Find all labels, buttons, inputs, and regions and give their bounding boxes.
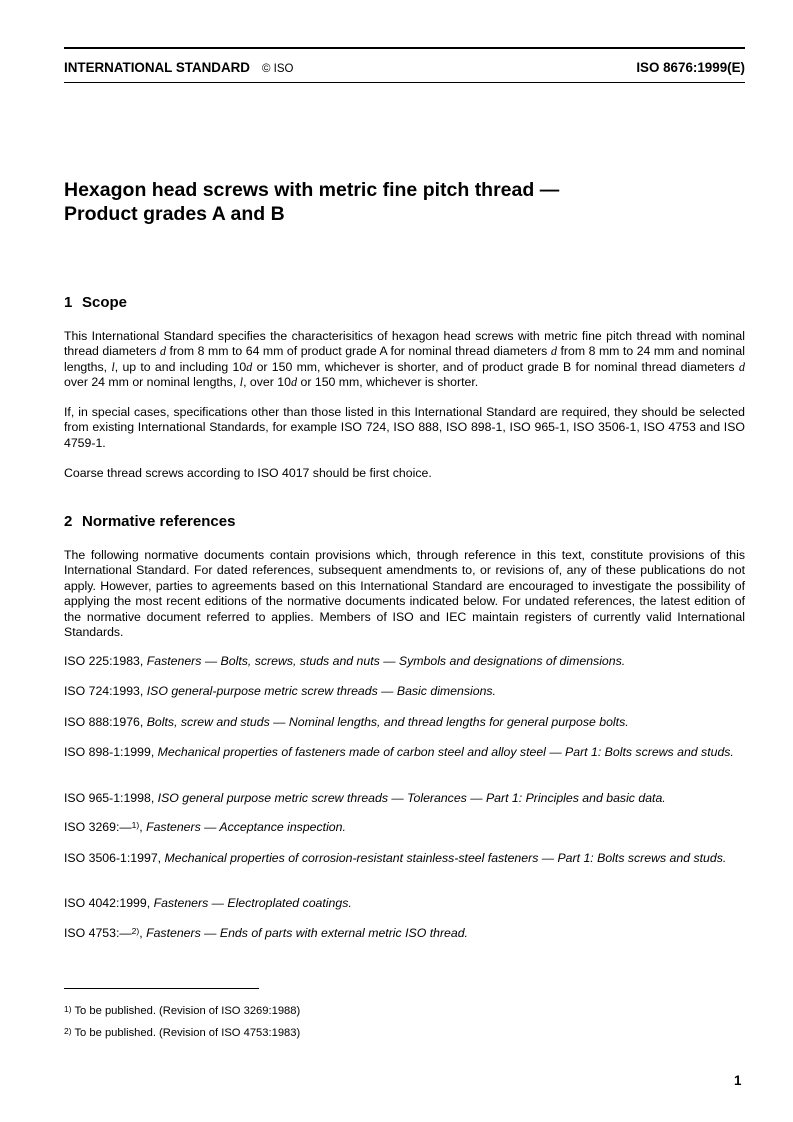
- page-number: 1: [734, 1073, 742, 1088]
- scope-paragraph-2: If, in special cases, specifications other than those listed in this International Standard are required, they should be selected from existing International Standards, for example ISO 724, ISO 888, ISO 898-1, ISO 965-1, ISO 3506-1, ISO 4753 and ISO 4759-1.: [64, 405, 745, 450]
- document-title-line-2: Product grades A and B: [64, 203, 285, 225]
- section-2-number: 2: [64, 513, 73, 530]
- section-1-title: Scope: [82, 294, 128, 311]
- footnote-mark: 2): [64, 1026, 72, 1036]
- text-run: from 8 mm to 64 mm of product grade A for nominal thread diameters: [166, 344, 551, 359]
- reference-iso-225: [64, 654, 745, 669]
- text-run: or 150 mm, whichever is shorter.: [297, 375, 479, 390]
- footnote-mark: 1): [64, 1004, 72, 1014]
- reference-title: Fasteners — Acceptance inspection.: [146, 820, 346, 834]
- reference-iso-724: [64, 684, 745, 699]
- variable-d: d: [246, 359, 253, 374]
- reference-iso-3269: [64, 820, 745, 835]
- footnote-1: [64, 1004, 300, 1018]
- reference-title: Mechanical properties of fasteners made of carbon steel and alloy steel — Part 1: Bolts screws and studs.: [157, 745, 734, 759]
- footnote-text: To be published. (Revision of ISO 3269:1988): [71, 1005, 301, 1017]
- reference-code: ISO 888:1976,: [64, 715, 147, 729]
- normative-references-intro: The following normative documents contain provisions which, through reference in this text, constitute provisions of this International Standard. For dated references, subsequent amendments to, or revisions of, any of these publications do not apply. However, parties to agreements based on this International Standard are encouraged to investigate the possibility of applying the most recent editions of the normative documents indicated below. For undated references, the latest edition of the normative document referred to applies. Members of ISO and IEC maintain registers of currently valid International Standards.: [64, 548, 745, 640]
- reference-separator: ,: [139, 926, 147, 940]
- footnote-marker: 1): [131, 820, 140, 830]
- reference-code: ISO 4753:—: [64, 926, 132, 940]
- reference-iso-898-1: [64, 745, 745, 760]
- reference-title: ISO general purpose metric screw threads — Tolerances — Part 1: Principles and basic data.: [157, 791, 666, 805]
- text-run: , over 10: [243, 375, 291, 390]
- header-left: [64, 59, 293, 78]
- reference-title: Fasteners — Electroplated coatings.: [153, 896, 352, 910]
- reference-code: ISO 4042:1999,: [64, 896, 154, 910]
- section-1-heading: [64, 294, 745, 312]
- reference-iso-965-1: [64, 791, 745, 806]
- reference-iso-3506-1: [64, 851, 745, 866]
- reference-code: ISO 898-1:1999,: [64, 745, 158, 759]
- footnote-marker: 2): [131, 926, 140, 936]
- variable-d: d: [738, 359, 745, 374]
- page-header: [64, 59, 745, 77]
- reference-title: Fasteners — Ends of parts with external metric ISO thread.: [146, 926, 468, 940]
- reference-iso-888: [64, 715, 745, 730]
- reference-title: Bolts, screw and studs — Nominal lengths, and thread lengths for general purpose bolts.: [146, 715, 629, 729]
- text-run: This International Standard specifies the characterisitics of hexagon head screws with metric fine pitch thread with nominal thread diameters: [64, 329, 745, 359]
- variable-d: d: [290, 375, 298, 390]
- document-title-line-1: Hexagon head screws with metric fine pitch thread —: [64, 179, 560, 201]
- reference-code: ISO 3269:—: [64, 820, 132, 834]
- text-run: , up to and including 10: [114, 359, 247, 374]
- document-title: [64, 178, 745, 226]
- footnote-separator: [64, 988, 259, 989]
- scope-paragraph-1: [64, 329, 745, 391]
- variable-l: l: [111, 359, 115, 374]
- scope-paragraph-3: Coarse thread screws according to ISO 4017 should be first choice.: [64, 466, 432, 480]
- reference-code: ISO 965-1:1998,: [64, 791, 158, 805]
- footnote-2: [64, 1026, 300, 1040]
- header-rule-top: [64, 47, 745, 49]
- section-2-heading: [64, 513, 745, 531]
- variable-d: d: [550, 344, 557, 359]
- header-standard-label: INTERNATIONAL STANDARD: [64, 60, 250, 75]
- footnote-text: To be published. (Revision of ISO 4753:1983): [71, 1027, 301, 1039]
- reference-code: ISO 3506-1:1997,: [64, 851, 165, 865]
- text-run: from 8 mm to 24 mm and nominal lengths,: [64, 344, 745, 374]
- reference-iso-4753: [64, 926, 745, 941]
- reference-iso-4042: [64, 896, 745, 911]
- header-document-id: ISO 8676:1999(E): [636, 60, 745, 75]
- reference-title: Mechanical properties of corrosion-resistant stainless-steel fasteners — Part 1: Bolts screws and studs.: [164, 851, 727, 865]
- reference-title: ISO general-purpose metric screw threads — Basic dimensions.: [146, 684, 496, 698]
- text-run: over 24 mm or nominal lengths,: [64, 375, 240, 390]
- reference-title: Fasteners — Bolts, screws, studs and nuts — Symbols and designations of dimensions.: [146, 654, 626, 668]
- header-rule-bottom: [64, 82, 745, 83]
- reference-code: ISO 225:1983,: [64, 654, 147, 668]
- header-copyright: © ISO: [261, 63, 294, 75]
- section-2-title: Normative references: [82, 513, 236, 530]
- variable-l: l: [239, 375, 244, 390]
- section-1-number: 1: [64, 294, 73, 311]
- reference-separator: ,: [139, 820, 147, 834]
- text-run: or 150 mm, whichever is shorter, and of product grade B for nominal thread diameters: [252, 359, 739, 374]
- reference-code: ISO 724:1993,: [64, 684, 147, 698]
- variable-d: d: [159, 344, 167, 359]
